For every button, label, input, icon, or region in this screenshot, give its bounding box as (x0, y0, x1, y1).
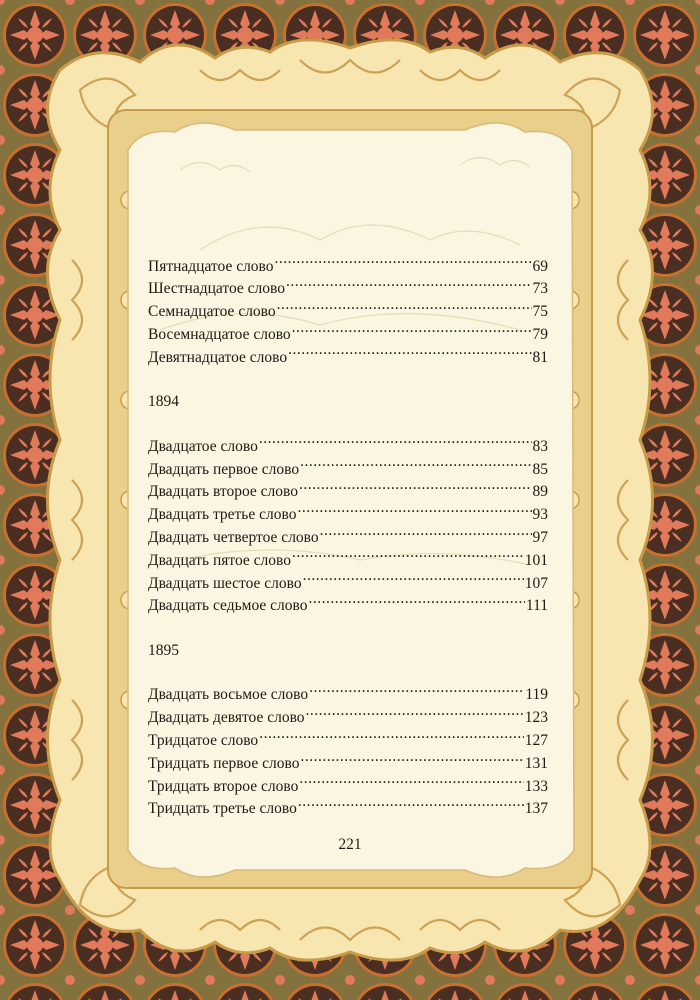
toc-section-1895 (148, 684, 548, 821)
toc-leader-dots (300, 752, 523, 768)
toc-entry[interactable] (148, 798, 548, 821)
toc-entry-title: Тридцатое слово (148, 732, 259, 750)
toc-entry-page: 133 (524, 777, 548, 795)
toc-leader-dots (259, 435, 532, 451)
toc-entry-page: 81 (532, 348, 548, 366)
toc-entry-title: Шестнадцатое слово (148, 280, 285, 298)
toc-entry-page: 131 (524, 754, 548, 772)
toc-leader-dots (306, 707, 524, 723)
year-heading: 1894 (148, 392, 179, 410)
toc-entry-title: Двадцать седьмое слово (148, 597, 308, 615)
toc-entry-title: Двадцать третье слово (148, 506, 297, 524)
toc-entry[interactable] (148, 549, 548, 572)
toc-entry[interactable] (148, 526, 548, 549)
toc-entry-title: Тридцать второе слово (148, 777, 299, 795)
toc-entry-page: 69 (532, 257, 548, 275)
toc-entry-title: Девятнадцатое слово (148, 348, 288, 366)
toc-entry-page: 101 (524, 551, 548, 569)
toc-entry[interactable] (148, 730, 548, 753)
toc-leader-dots (286, 278, 532, 294)
toc-entry[interactable] (148, 572, 548, 595)
toc-entry-page: 123 (524, 709, 548, 727)
toc-entry[interactable] (148, 255, 548, 278)
toc-entry-page: 97 (532, 528, 548, 546)
toc-entry-title: Семнадцатое слово (148, 303, 276, 321)
toc-entry-title: Восемнадцатое слово (148, 325, 291, 343)
toc-leader-dots (300, 458, 531, 474)
toc-entry[interactable] (148, 504, 548, 527)
toc-leader-dots (320, 526, 532, 542)
toc-leader-dots (275, 255, 532, 271)
toc-entry[interactable] (148, 707, 548, 730)
toc-entry-title: Пятнадцатое слово (148, 257, 274, 275)
table-of-contents (148, 255, 548, 821)
toc-entry-title: Тридцать третье слово (148, 800, 297, 818)
toc-leader-dots (309, 684, 524, 700)
toc-leader-dots (292, 323, 532, 339)
toc-entry-page: 127 (524, 732, 548, 750)
toc-section-1894 (148, 435, 548, 617)
toc-entry-title: Двадцать восьмое слово (148, 686, 309, 704)
toc-entry[interactable] (148, 458, 548, 481)
toc-leader-dots (259, 730, 524, 746)
toc-leader-dots (298, 798, 524, 814)
toc-entry-title: Двадцать пятое слово (148, 551, 291, 569)
toc-entry-title: Тридцать первое слово (148, 754, 300, 772)
year-heading: 1895 (148, 641, 179, 659)
toc-entry-title: Двадцать первое слово (148, 460, 300, 478)
toc-entry-page: 83 (532, 437, 548, 455)
toc-entry[interactable] (148, 752, 548, 775)
toc-entry-page: 89 (532, 483, 548, 501)
toc-entry[interactable] (148, 595, 548, 618)
toc-entry[interactable] (148, 481, 548, 504)
toc-leader-dots (277, 301, 532, 317)
toc-leader-dots (299, 775, 523, 791)
toc-entry[interactable] (148, 346, 548, 369)
toc-entry[interactable] (148, 684, 548, 707)
toc-entry[interactable] (148, 775, 548, 798)
toc-section-1 (148, 255, 548, 369)
page-number: 221 (338, 836, 362, 853)
toc-entry-title: Двадцать второе слово (148, 483, 298, 501)
toc-leader-dots (308, 595, 524, 611)
toc-entry-page: 79 (532, 325, 548, 343)
toc-entry-page: 137 (524, 800, 548, 818)
toc-entry[interactable] (148, 323, 548, 346)
toc-entry-title: Двадцать шестое слово (148, 574, 302, 592)
toc-leader-dots (303, 572, 524, 588)
toc-leader-dots (297, 504, 531, 520)
toc-entry-page: 119 (525, 686, 548, 704)
toc-leader-dots (299, 481, 532, 497)
toc-entry[interactable] (148, 435, 548, 458)
toc-leader-dots (288, 346, 531, 362)
toc-entry-page: 75 (532, 303, 548, 321)
toc-entry-page: 85 (532, 460, 548, 478)
toc-entry-title: Двадцатое слово (148, 437, 258, 455)
toc-entry-page: 73 (532, 280, 548, 298)
toc-entry-title: Двадцать девятое слово (148, 709, 305, 727)
toc-entry-title: Двадцать четвертое слово (148, 528, 319, 546)
toc-entry-page: 111 (525, 597, 548, 615)
toc-entry-page: 107 (524, 574, 548, 592)
toc-entry[interactable] (148, 278, 548, 301)
toc-entry[interactable] (148, 301, 548, 324)
toc-entry-page: 93 (532, 506, 548, 524)
toc-leader-dots (292, 549, 524, 565)
